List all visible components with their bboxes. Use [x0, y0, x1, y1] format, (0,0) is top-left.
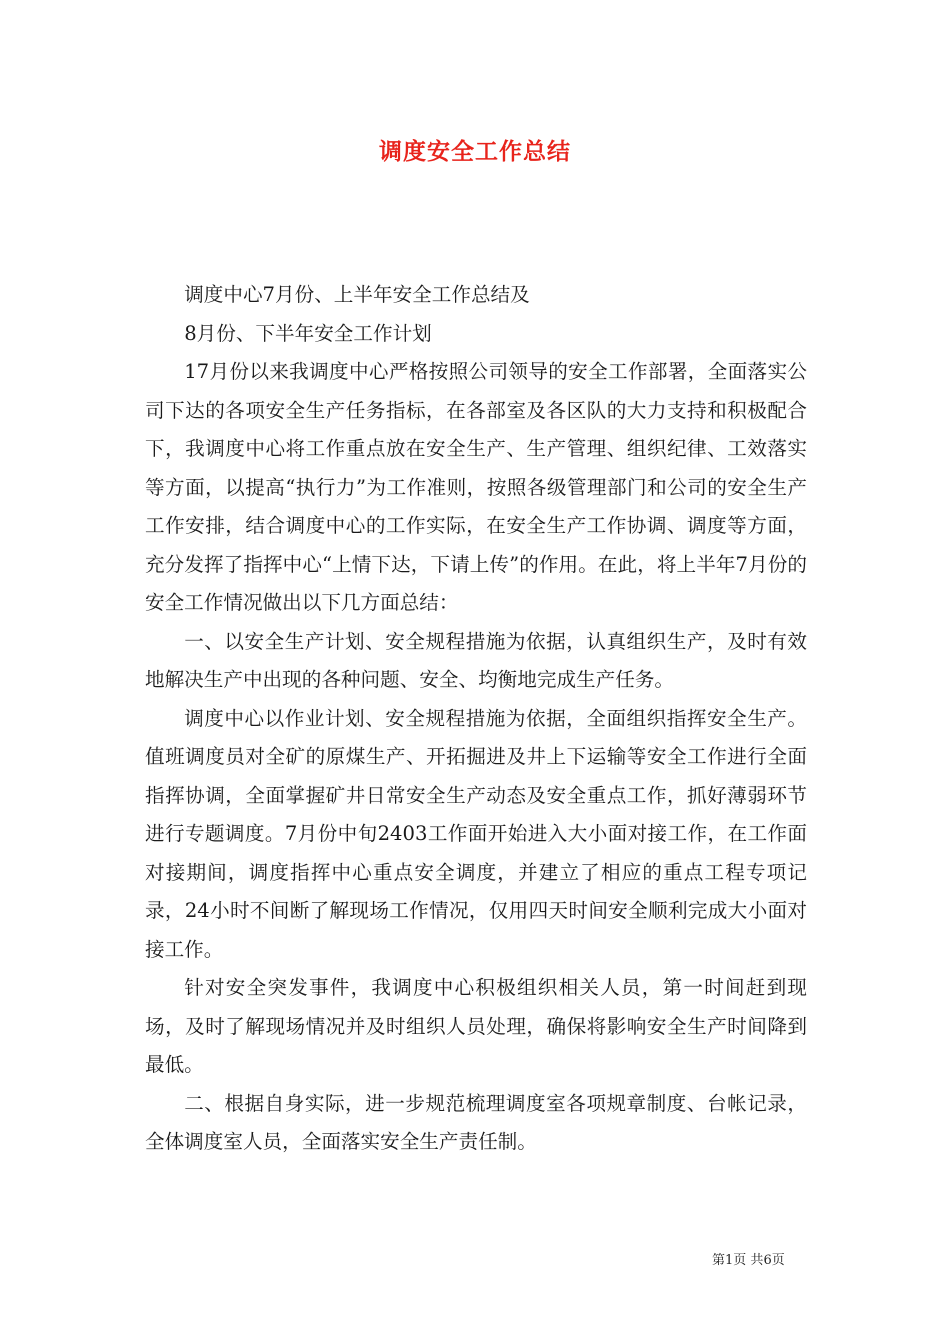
paragraph-emergency: 针对安全突发事件，我调度中心积极组织相关人员，第一时间赶到现场，及时了解现场情况并及时组织人员处理，确保将影响安全生产时间降到最低。 — [145, 976, 807, 1076]
subtitle-line-2: 8月份、下半年安全工作计划 — [184, 321, 432, 345]
footer-prefix: 第 — [712, 1253, 726, 1268]
footer-total-pages: 6 — [763, 1253, 772, 1268]
footer-current-page: 1 — [725, 1253, 734, 1268]
paragraph-intro: 17月份以来我调度中心严格按照公司领导的安全工作部署，全面落实公司下达的各项安全生产任务指标，在各部室及各区队的大力支持和积极配合下，我调度中心将工作重点放在安全生产、生产管理、组织纪律、工效落实等方面，以提高“执行力”为工作准则，按照各级管理部门和公司的安全生产工作安排，结合调度中心的工作实际，在安全生产工作协调、调度等方面，充分发挥了指挥中心“上情下达，下请上传”的作用。在此，将上半年7月份的安全工作情况做出以下几方面总结： — [145, 360, 807, 614]
footer-suffix: 页 — [771, 1253, 785, 1268]
paragraph-dispatch-work: 调度中心以作业计划、安全规程措施为依据，全面组织指挥安全生产。值班调度员对全矿的原煤生产、开拓掘进及井上下运输等安全工作进行全面指挥协调，全面掌握矿井日常安全生产动态及安全重点工作，抓好薄弱环节进行专题调度。7月份中旬2403工作面开始进入大小面对接工作，在工作面对接期间，调度指挥中心重点安全调度，并建立了相应的重点工程专项记录，24小时不间断了解现场工作情况，仅用四天时间安全顺利完成大小面对接工作。 — [145, 706, 807, 961]
footer-middle: 页 共 — [733, 1253, 764, 1268]
paragraph-section-2-heading: 二、根据自身实际，进一步规范梳理调度室各项规章制度、台帐记录，全体调度室人员，全面落实安全生产责任制。 — [145, 1091, 807, 1153]
page-number-footer — [712, 1249, 812, 1268]
document-body — [145, 276, 807, 1162]
subtitle-line-1: 调度中心7月份、上半年安全工作总结及 — [184, 283, 530, 306]
paragraph-section-1-heading: 一、以安全生产计划、安全规程措施为依据，认真组织生产，及时有效地解决生产中出现的各种问题、安全、均衡地完成生产任务。 — [145, 629, 807, 691]
document-title: 调度安全工作总结 — [379, 139, 571, 165]
